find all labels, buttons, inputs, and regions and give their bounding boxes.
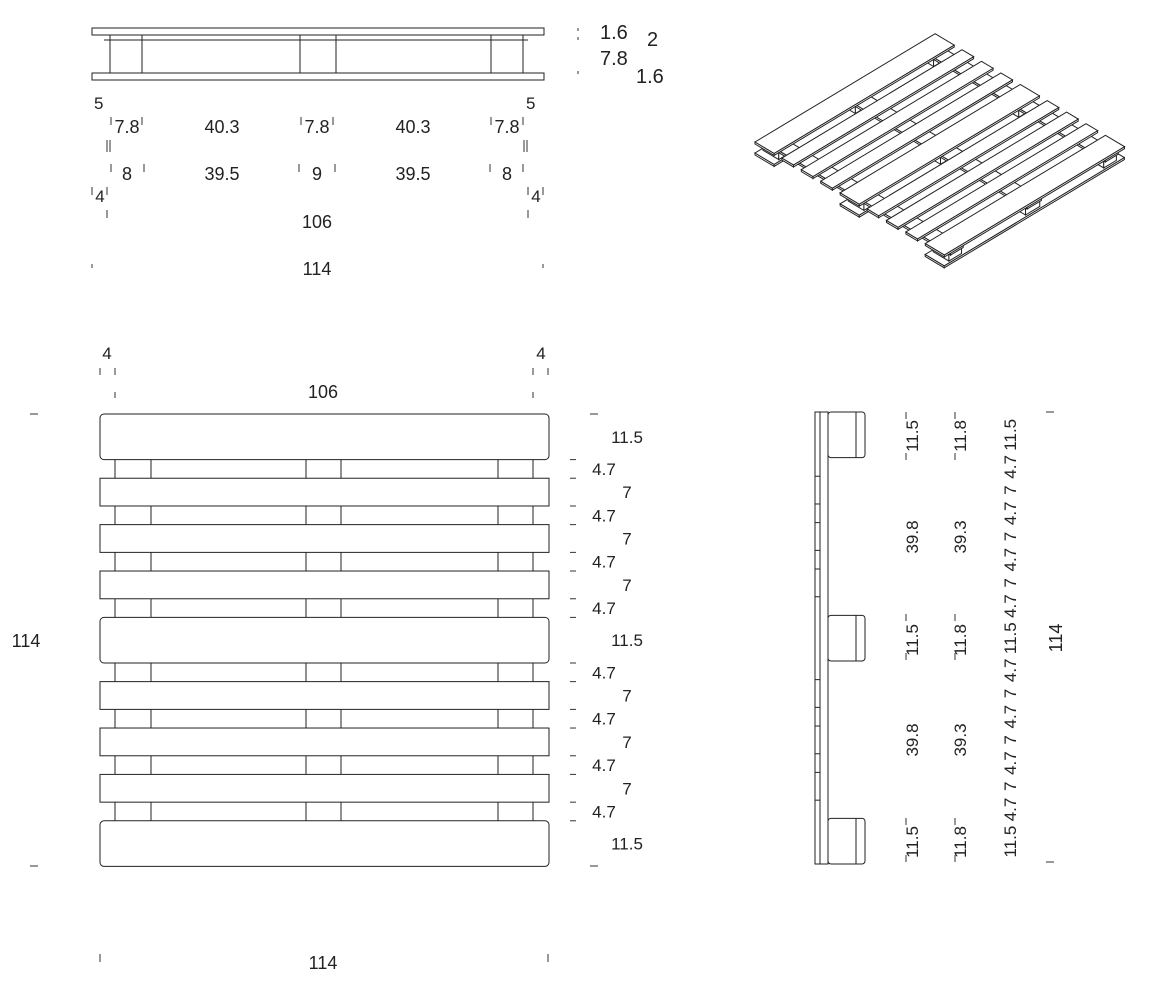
- top-gap-width-label-2: 4.7: [592, 506, 616, 526]
- front-row2-label-1: 8: [121, 164, 133, 184]
- top-left-offset-label: 4: [102, 344, 112, 363]
- front-row2-label-2: 39.5: [204, 164, 240, 184]
- front-row1-label-4: 40.3: [395, 117, 431, 137]
- top-board-7: [100, 728, 549, 756]
- side-span-b-label-2: 39.3: [951, 723, 970, 757]
- isometric-view: [755, 34, 1125, 268]
- front-row1-label-3: 7.8: [304, 117, 330, 137]
- top-view-dimension-labels: [570, 428, 643, 854]
- front-row3-right-label: 4: [531, 187, 541, 206]
- top-board-2: [100, 478, 549, 506]
- side-block-dim-a-label-3: 11.5: [903, 826, 922, 858]
- front-block-center: [300, 35, 336, 73]
- side-col3-label-12: 4.7: [1001, 704, 1020, 729]
- front-inner-width-label: 106: [301, 212, 333, 232]
- front-row1-label-1: 7.8: [114, 117, 140, 137]
- front-row1-label-5: 7.8: [494, 117, 520, 137]
- side-board-end-3: [815, 569, 820, 597]
- side-span-a-label-2: 39.8: [903, 723, 922, 757]
- front-block-right: [491, 35, 523, 73]
- front-top-deck-label: 1.6: [600, 22, 628, 44]
- top-board-3: [100, 525, 549, 553]
- top-board-9: [100, 821, 549, 867]
- top-view-boards: [100, 414, 549, 866]
- top-board-width-label-4: 7: [622, 575, 632, 595]
- top-board-5: [100, 617, 549, 663]
- side-board-end-2: [815, 523, 820, 551]
- top-board-8: [100, 774, 549, 802]
- side-block-3: [828, 818, 865, 864]
- top-board-width-label-3: 7: [622, 529, 632, 549]
- side-col3-label-2: 4.7: [1001, 455, 1020, 479]
- side-col3-label-11: 7: [1001, 688, 1020, 699]
- top-gap-width-label-4: 4.7: [592, 599, 616, 619]
- front-row2-label-5: 8: [501, 164, 513, 184]
- front-block-height-label: 7.8: [600, 48, 628, 70]
- side-col3-label-9: 11.5: [1001, 622, 1020, 655]
- side-col3-label-13: 7: [1001, 735, 1020, 745]
- side-block-1: [828, 412, 865, 458]
- side-col3-label-5: 7: [1001, 531, 1020, 542]
- front-edge-left-label: 5: [94, 94, 104, 113]
- top-gap-width-label-8: 4.7: [592, 802, 616, 822]
- side-col3-label-15: 7: [1001, 781, 1020, 792]
- side-view-profile: [815, 412, 865, 864]
- side-span-b-label-1: 39.3: [951, 520, 970, 554]
- front-dimension-ticks: [92, 117, 543, 268]
- front-row3-left-label: 4: [95, 187, 105, 206]
- side-block-dim-b-label-1: 11.8: [951, 420, 970, 452]
- top-board-width-label-2: 7: [622, 483, 632, 503]
- front-row2-label-3: 9: [311, 164, 323, 184]
- side-col3-label-8: 4.7: [1001, 594, 1020, 618]
- front-block-left: [110, 35, 142, 73]
- top-board-1: [100, 414, 549, 460]
- side-col3-label-10: 4.7: [1001, 658, 1020, 683]
- front-overall-height-label: 2: [647, 29, 659, 51]
- side-block-2: [828, 615, 865, 661]
- top-board-width-label-8: 7: [622, 779, 632, 799]
- top-overall-length-label: 114: [11, 631, 41, 651]
- side-col3-label-4: 4.7: [1001, 501, 1020, 526]
- side-overall-length-label: 114: [1046, 623, 1066, 653]
- side-board-end-1: [815, 476, 820, 504]
- side-board-end-4: [815, 680, 820, 708]
- side-block-dim-a-label-2: 11.5: [903, 624, 922, 656]
- top-board-width-label-9: 11.5: [611, 834, 643, 854]
- front-edge-right-label: 5: [526, 94, 536, 113]
- front-overall-width-label: 114: [302, 259, 332, 279]
- side-col3-label-17: 11.5: [1001, 825, 1020, 858]
- front-bottom-deck-label: 1.6: [636, 66, 664, 88]
- side-block-dim-b-label-3: 11.8: [951, 826, 970, 858]
- side-view-dimension-labels: [903, 412, 1020, 862]
- front-bottom-deck: [92, 73, 544, 80]
- side-col3-label-7: 7: [1001, 578, 1020, 588]
- front-row1-label-2: 40.3: [204, 117, 240, 137]
- side-board-end-5: [815, 726, 820, 754]
- side-board-end-6: [815, 772, 820, 800]
- top-view: [12, 344, 643, 973]
- top-gap-width-label-5: 4.7: [592, 663, 616, 683]
- side-col3-label-16: 4.7: [1001, 797, 1020, 822]
- side-stringer-face: [820, 412, 828, 864]
- front-row2-label-4: 39.5: [395, 164, 431, 184]
- top-right-offset-label: 4: [536, 344, 546, 363]
- top-board-width-label-7: 7: [622, 732, 632, 752]
- top-board-6: [100, 682, 549, 710]
- top-gap-width-label-1: 4.7: [592, 459, 616, 479]
- top-board-width-label-6: 7: [622, 686, 632, 706]
- side-col3-label-14: 4.7: [1001, 751, 1020, 775]
- top-board-width-label-1: 11.5: [611, 427, 643, 447]
- top-board-width-label-5: 11.5: [611, 631, 643, 651]
- side-block-dim-a-label-1: 11.5: [903, 420, 922, 452]
- front-view: [92, 22, 664, 279]
- top-overall-width-label: 114: [308, 953, 338, 973]
- side-col3-label-3: 7: [1001, 485, 1020, 495]
- side-block-dim-b-label-2: 11.8: [951, 624, 970, 656]
- side-col3-label-1: 11.5: [1001, 418, 1020, 451]
- side-col3-label-6: 4.7: [1001, 547, 1020, 572]
- top-inner-width-label: 106: [307, 382, 339, 402]
- top-gap-width-label-3: 4.7: [592, 552, 616, 572]
- top-board-4: [100, 571, 549, 599]
- top-gap-width-label-7: 4.7: [592, 756, 616, 776]
- front-top-deck: [92, 28, 544, 35]
- top-gap-width-label-6: 4.7: [592, 709, 616, 729]
- side-span-a-label-1: 39.8: [903, 520, 922, 554]
- side-view: [815, 412, 1066, 864]
